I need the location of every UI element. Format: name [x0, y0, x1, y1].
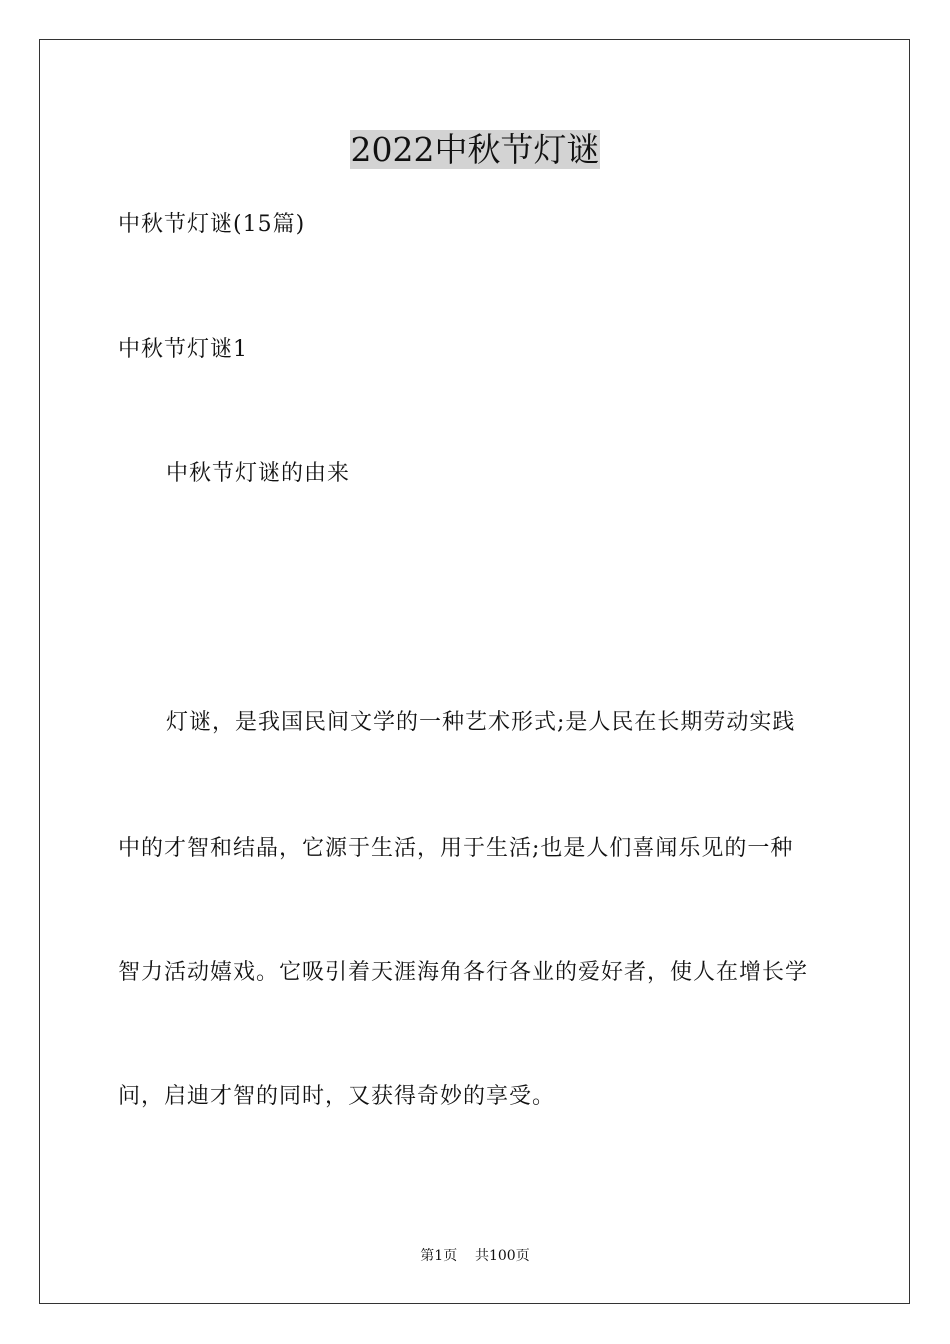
- paragraph-line-1: 灯谜，是我国民间文学的一种艺术形式;是人民在长期劳动实践: [166, 710, 796, 735]
- page-footer: 第1页 共100页: [420, 1248, 530, 1264]
- paragraph-line-2: 中的才智和结晶，它源于生活，用于生活;也是人们喜闻乐见的一种: [118, 836, 794, 861]
- document-subtitle: 中秋节灯谜(15篇): [118, 212, 306, 237]
- section-heading: 中秋节灯谜1: [118, 337, 248, 362]
- document-title: [0, 128, 950, 172]
- paragraph-line-4: 问，启迪才智的同时，又获得奇妙的享受。: [118, 1084, 556, 1109]
- sub-heading: 中秋节灯谜的由来: [166, 461, 351, 486]
- document-title-text: 2022中秋节灯谜: [350, 130, 600, 169]
- paragraph-line-3: 智力活动嬉戏。它吸引着天涯海角各行各业的爱好者，使人在增长学: [118, 960, 809, 985]
